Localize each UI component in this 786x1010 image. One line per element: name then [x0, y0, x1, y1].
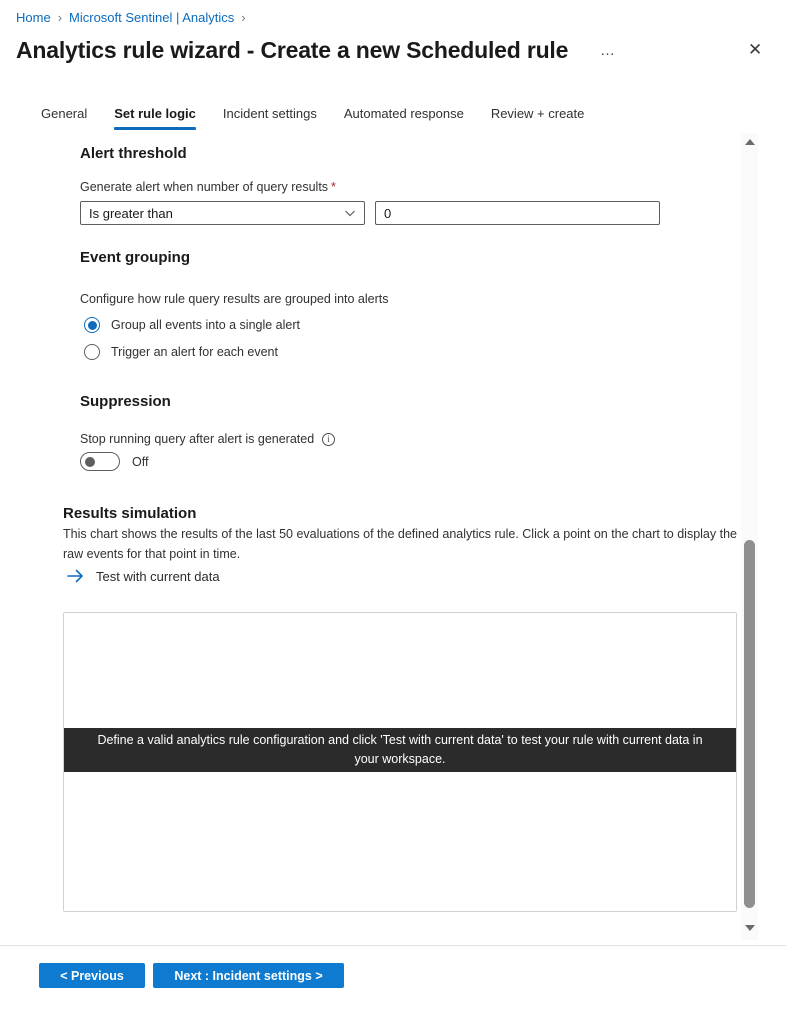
tab-set-rule-logic[interactable]: Set rule logic	[114, 106, 196, 130]
more-options-icon[interactable]: …	[600, 42, 616, 59]
toggle-knob	[85, 457, 95, 467]
suppression-toggle-label: Stop running query after alert is generated	[80, 432, 315, 446]
next-incident-settings-button[interactable]: Next : Incident settings >	[153, 963, 344, 988]
radio-group-single-alert[interactable]	[84, 317, 300, 333]
test-link-label: Test with current data	[96, 568, 220, 584]
tab-review-create[interactable]: Review + create	[490, 106, 585, 121]
radio-alert-per-event[interactable]	[84, 344, 278, 360]
chart-banner-message: Define a valid analytics rule configuration and click 'Test with current data' to test your rule with current data in your workspace.	[64, 728, 736, 772]
scrollbar-thumb[interactable]	[744, 540, 755, 908]
info-icon[interactable]	[322, 433, 335, 446]
radio-label: Trigger an alert for each event	[111, 345, 278, 359]
alert-threshold-field-label	[80, 180, 336, 194]
breadcrumb-sentinel-analytics-link[interactable]: Microsoft Sentinel | Analytics	[69, 10, 235, 25]
results-simulation-heading: Results simulation	[63, 505, 197, 522]
radio-unselected-icon	[84, 344, 100, 360]
suppression-toggle-row	[80, 452, 148, 471]
results-simulation-chart-area	[63, 612, 737, 912]
breadcrumb	[16, 10, 246, 25]
chevron-right-icon: ›	[241, 10, 246, 25]
alert-threshold-label-text: Generate alert when number of query results	[80, 180, 329, 194]
radio-selected-icon	[84, 317, 100, 333]
event-grouping-heading: Event grouping	[80, 249, 190, 266]
chevron-down-icon	[344, 207, 356, 219]
required-asterisk: *	[331, 180, 336, 194]
breadcrumb-home-link[interactable]: Home	[16, 10, 51, 25]
alert-threshold-heading: Alert threshold	[80, 145, 187, 162]
tab-general[interactable]: General	[41, 106, 88, 121]
threshold-value-input[interactable]	[375, 201, 660, 225]
results-simulation-description: This chart shows the results of the last 50 evaluations of the defined analytics rule. Click a point on the chart to display the raw events for that point in time.	[63, 527, 737, 561]
chevron-right-icon: ›	[57, 10, 63, 25]
threshold-operator-dropdown[interactable]	[80, 201, 365, 225]
arrow-right-icon	[66, 568, 85, 584]
test-with-current-data-link[interactable]	[66, 568, 220, 584]
tab-automated-response[interactable]: Automated response	[343, 106, 464, 121]
page-title: Analytics rule wizard - Create a new Scheduled rule	[16, 37, 569, 63]
suppression-heading: Suppression	[80, 393, 171, 410]
toggle-state-label: Off	[132, 454, 149, 469]
scrollbar-up-arrow-icon[interactable]	[745, 139, 755, 145]
previous-button[interactable]: < Previous	[39, 963, 145, 988]
scrollbar-down-arrow-icon[interactable]	[745, 925, 755, 931]
event-grouping-description: Configure how rule query results are grouped into alerts	[80, 292, 389, 306]
radio-label: Group all events into a single alert	[111, 318, 300, 332]
tab-incident-settings[interactable]: Incident settings	[222, 106, 317, 121]
suppression-toggle-label-row	[80, 432, 335, 446]
footer-divider	[0, 945, 786, 946]
wizard-tabs	[41, 106, 584, 130]
threshold-operator-value: Is greater than	[89, 205, 173, 221]
suppression-toggle[interactable]	[80, 452, 120, 471]
close-icon[interactable]: ✕	[748, 40, 763, 59]
